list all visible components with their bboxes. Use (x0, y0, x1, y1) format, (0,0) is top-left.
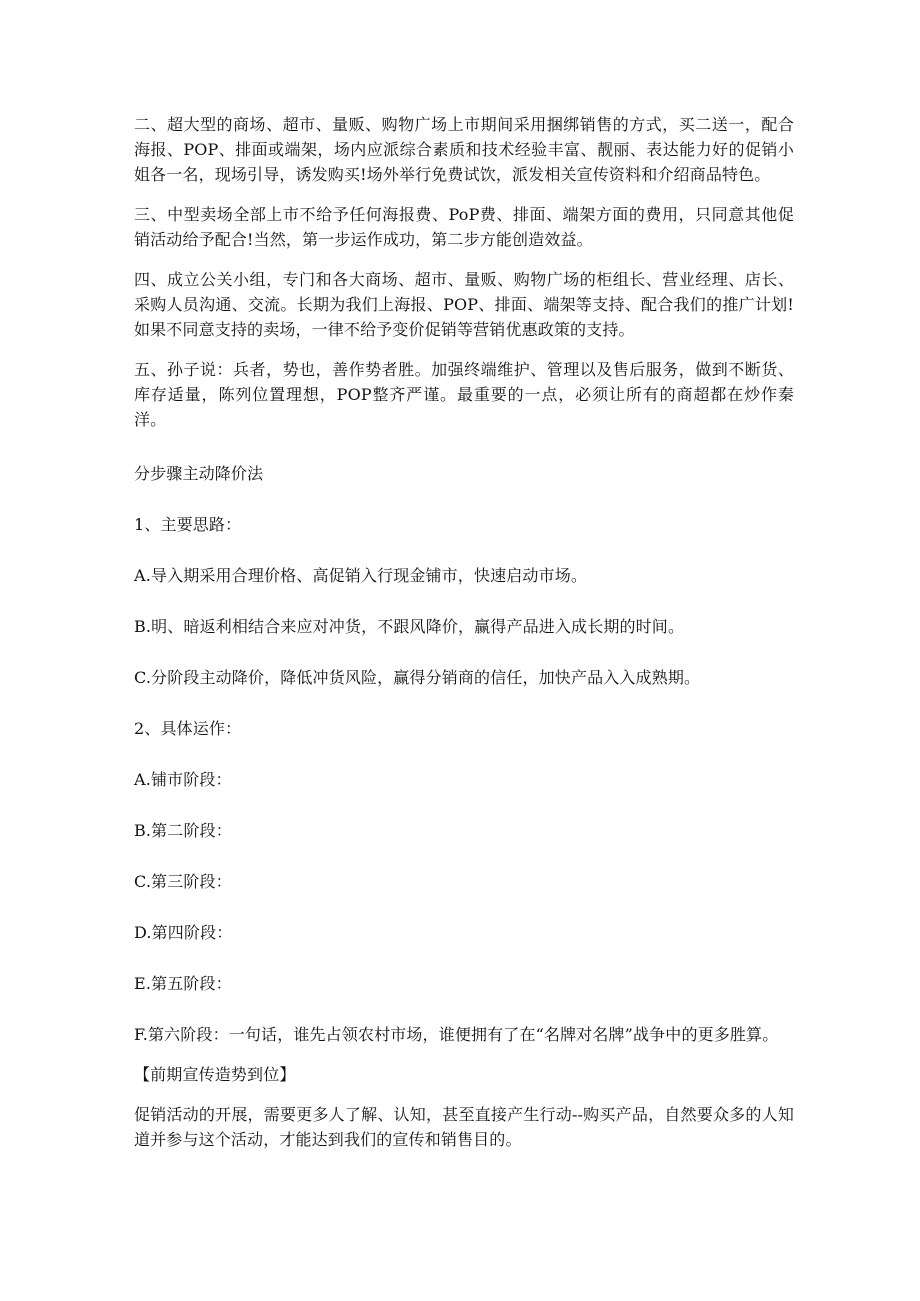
list-item-stage-d: D.第四阶段： (134, 923, 233, 942)
paragraph-section-4: 四、成立公关小组，专门和各大商场、超市、量贩、购物广场的柜组长、营业经理、店长、采购人员沟通、交流。长期为我们上海报、POP、排面、端架等支持、配合我们的推广计划!如果不同意支持的卖场，一律不给予变价促销等营销优惠政策的支持。 (134, 270, 794, 339)
heading-operation: 2、具体运作： (134, 719, 242, 738)
list-item-idea-c: C.分阶段主动降价，降低冲货风险，赢得分销商的信任，加快产品入入成熟期。 (134, 668, 701, 687)
paragraph-section-5: 五、孙子说：兵者，势也，善作势者胜。加强终端维护、管理以及售后服务，做到不断货、库存适量，陈列位置理想，POP整齐严谨。最重要的一点，必须让所有的商超都在炒作秦洋。 (134, 360, 794, 429)
list-item-idea-a: A.导入期采用合理价格、高促销入行现金铺市，快速启动市场。 (134, 566, 587, 585)
list-item-idea-b: B.明、暗返利相结合来应对冲货，不跟风降价，赢得产品进入成长期的时间。 (134, 617, 685, 636)
list-item-stage-e: E.第五阶段： (134, 974, 232, 993)
list-item-stage-c: C.第三阶段： (134, 872, 232, 891)
list-item-stage-f: F.第六阶段：一句话，谁先占领农村市场，谁便拥有了在“名牌对名牌”战争中的更多胜算。 (134, 1025, 779, 1044)
heading-price-method: 分步骤主动降价法 (134, 464, 264, 483)
heading-promotion: 【前期宣传造势到位】 (134, 1065, 296, 1084)
list-item-stage-a: A.铺市阶段： (134, 770, 232, 789)
paragraph-section-3: 三、中型卖场全部上市不给予任何海报费、PoP费、排面、端架方面的费用，只同意其他促销活动给予配合!当然，第一步运作成功，第二步方能创造效益。 (134, 205, 794, 249)
paragraph-section-2: 二、超大型的商场、超市、量贩、购物广场上市期间采用捆绑销售的方式，买二送一，配合海报、POP、排面或端架，场内应派综合素质和技术经验丰富、靓丽、表达能力好的促销小姐各一名，现场引导，诱发购买!场外举行免费试饮，派发相关宣传资料和介绍商品特色。 (134, 115, 794, 184)
heading-main-idea: 1、主要思路： (134, 515, 242, 534)
list-item-stage-b: B.第二阶段： (134, 821, 232, 840)
paragraph-promotion: 促销活动的开展，需要更多人了解、认知，甚至直接产生行动--购买产品，自然要众多的人知道并参与这个活动，才能达到我们的宣传和销售目的。 (134, 1105, 794, 1149)
document-body (134, 112, 794, 1152)
